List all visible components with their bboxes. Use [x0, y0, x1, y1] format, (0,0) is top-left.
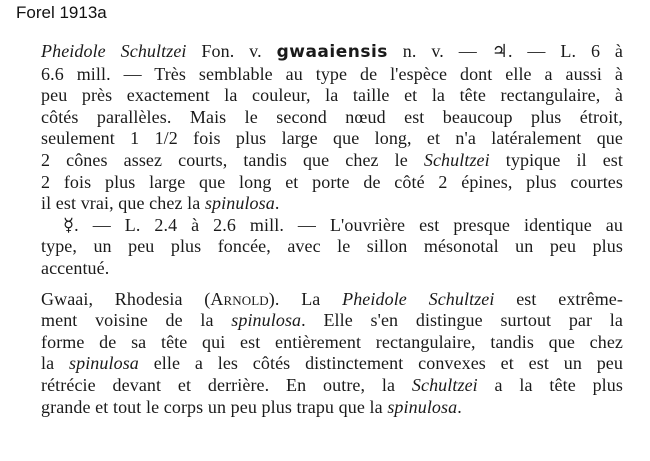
text-run: ). La	[268, 288, 343, 309]
document-source-label: Forel 1913a	[16, 3, 107, 22]
taxon-name: Pheidole Schultzei	[342, 288, 495, 309]
text-line	[41, 193, 623, 215]
text-run: n. v. — ♃. — L. 6 à	[387, 41, 623, 61]
text-run: .	[274, 193, 280, 214]
text-run: Gwaai, Rhodesia (	[41, 288, 211, 309]
text-run: ment voisine de la	[41, 310, 232, 331]
author-ref: Fon. v.	[186, 41, 277, 61]
paragraph-locality-notes	[41, 289, 623, 419]
text-line: forme de sa tête qui est entièrement rectangulaire, tandis que chez	[41, 331, 623, 352]
paragraph-description-major	[41, 41, 623, 215]
text-line: 6.6 mill. — Très semblable au type de l'espèce dont elle a aussi à	[41, 63, 623, 84]
text-run: .	[457, 396, 462, 417]
taxon-name: spinulosa	[231, 310, 302, 331]
text-run: la	[41, 353, 69, 374]
collector-name: Arnold	[210, 288, 269, 309]
text-run: il est vrai, que chez la	[41, 193, 205, 214]
taxon-name: Schultzei	[423, 149, 490, 170]
text-run: grande et tout le corps un peu plus trapu que la	[41, 396, 388, 417]
text-run: est extrême-	[494, 288, 623, 309]
text-line	[41, 375, 623, 397]
text-line: accentué.	[41, 257, 110, 278]
text-line	[41, 353, 623, 375]
text-line: 2 fois plus large que long et porte de côté 2 épines, plus courtes	[41, 171, 623, 192]
taxon-name: spinulosa	[204, 193, 275, 214]
taxon-name: spinulosa	[68, 353, 139, 374]
text-line: ☿. — L. 2.4 à 2.6 mill. — L'ouvrière est presque identique au	[63, 214, 623, 235]
text-line: côtés parallèles. Mais le second nœud est beaucoup plus étroit,	[41, 106, 623, 127]
taxon-name: spinulosa	[387, 396, 458, 417]
text-run: typique il est	[489, 149, 623, 170]
text-run: a la tête plus	[477, 374, 623, 395]
text-run: elle a les côtés distinctement convexes et est un peu	[138, 353, 623, 374]
text-line	[41, 397, 623, 419]
text-line: seulement 1 1/2 fois plus large que long, et n'a latéralement que	[41, 128, 623, 149]
text-line: peu près exactement la couleur, la taille et la tête rectangulaire, à	[41, 85, 623, 106]
taxon-name: Schultzei	[411, 374, 478, 395]
text-run: 2 cônes assez courts, tandis que chez le	[41, 149, 424, 170]
variety-name: gwaaiensis	[276, 42, 388, 62]
scanned-text-block	[41, 41, 623, 418]
text-line	[41, 289, 623, 311]
text-run: rétrécie devant et derrière. En outre, la	[41, 374, 412, 395]
text-line	[41, 150, 623, 172]
text-line	[41, 310, 623, 332]
text-line	[41, 41, 623, 64]
text-run: . Elle s'en distingue surtout par la	[301, 310, 623, 331]
paragraph-description-worker	[41, 215, 623, 280]
text-line: type, un peu plus foncée, avec le sillon mésonotal un peu plus	[41, 236, 623, 257]
taxon-name: Pheidole Schultzei	[41, 41, 187, 61]
